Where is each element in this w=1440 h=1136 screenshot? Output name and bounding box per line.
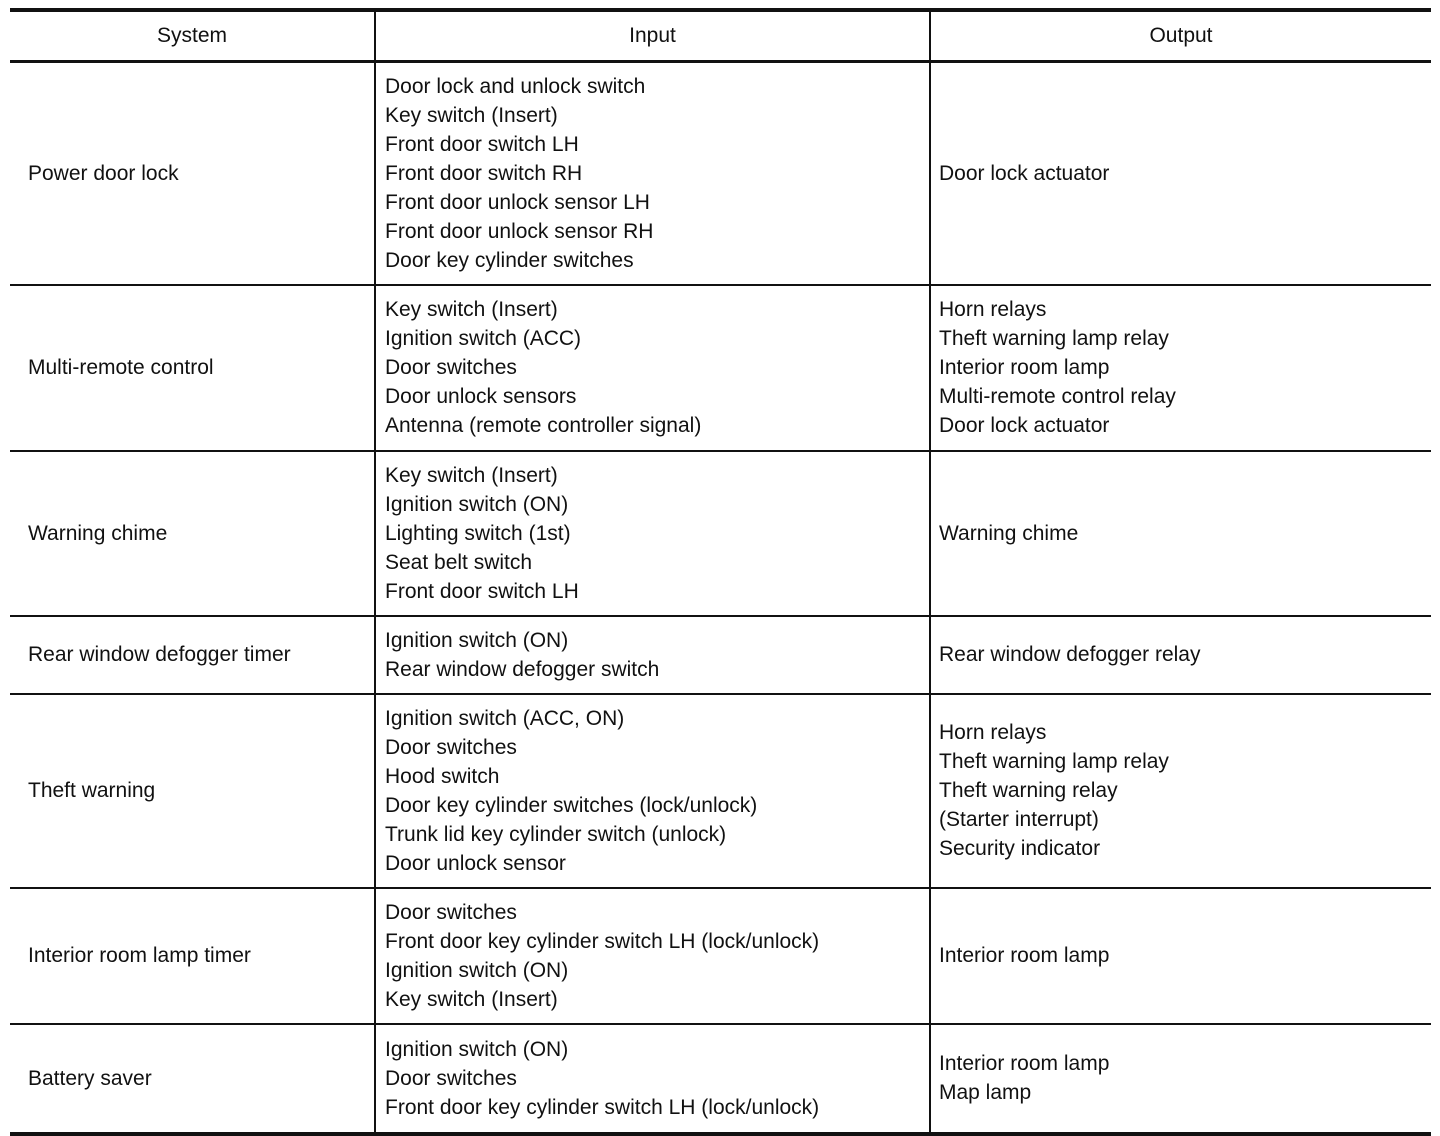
output-item: Theft warning lamp relay — [939, 750, 1169, 773]
input-item: Antenna (remote controller signal) — [385, 414, 702, 437]
header-row — [10, 10, 1431, 61]
input-item: Ignition switch (ACC, ON) — [385, 706, 625, 730]
output-item: Horn relays — [939, 721, 1047, 744]
header-system: System — [10, 10, 375, 61]
output-item: Interior room lamp — [939, 944, 1110, 967]
input-item: Trunk lid key cylinder switch (unlock) — [385, 822, 727, 846]
input-item: Door unlock sensors — [385, 385, 577, 408]
input-item: Key switch (Insert) — [385, 103, 558, 127]
input-item: Door switches — [385, 900, 517, 924]
input-item: Door switches — [385, 1066, 517, 1090]
input-item: Ignition switch (ON) — [385, 628, 569, 652]
input-item: Front door switch LH — [385, 579, 579, 603]
input-item: Door switches — [385, 356, 517, 379]
output-item: Map lamp — [939, 1081, 1032, 1104]
output-item: Multi-remote control relay — [939, 385, 1176, 408]
header-input: Input — [375, 10, 930, 61]
input-item: Front door switch RH — [385, 161, 583, 185]
output-cell — [930, 888, 1431, 1024]
output-item: Door lock actuator — [939, 414, 1110, 437]
input-item: Front door key cylinder switch LH (lock/unlock) — [385, 929, 820, 953]
input-item: Key switch (Insert) — [385, 987, 558, 1011]
input-item: Door switches — [385, 735, 517, 759]
output-item: Horn relays — [939, 298, 1047, 321]
input-item: Front door unlock sensor LH — [385, 190, 650, 214]
input-item: Key switch (Insert) — [385, 298, 558, 321]
table-row — [10, 1024, 1431, 1134]
output-cell — [930, 616, 1431, 694]
input-item: Front door unlock sensor RH — [385, 219, 654, 243]
table-header — [10, 10, 1431, 61]
system-cell: Theft warning — [10, 694, 375, 888]
output-item: Door lock actuator — [939, 161, 1110, 185]
table-row — [10, 888, 1431, 1024]
input-item: Ignition switch (ACC) — [385, 327, 582, 350]
input-cell — [375, 694, 930, 888]
output-cell — [930, 1024, 1431, 1134]
input-cell — [375, 451, 930, 616]
input-item: Front door switch LH — [385, 132, 579, 156]
output-item: Security indicator — [939, 837, 1101, 860]
output-item: Warning chime — [939, 521, 1079, 545]
system-cell: Rear window defogger timer — [10, 616, 375, 694]
table-row — [10, 285, 1431, 451]
system-cell: Interior room lamp timer — [10, 888, 375, 1024]
input-cell — [375, 616, 930, 694]
input-item: Hood switch — [385, 764, 500, 788]
output-cell — [930, 61, 1431, 285]
output-item: Rear window defogger relay — [939, 643, 1201, 666]
output-cell — [930, 694, 1431, 888]
output-item: Theft warning lamp relay — [939, 327, 1169, 350]
input-cell — [375, 61, 930, 285]
input-item: Door key cylinder switches (lock/unlock) — [385, 793, 758, 817]
input-cell — [375, 1024, 930, 1134]
output-item: Interior room lamp — [939, 356, 1110, 379]
input-item: Rear window defogger switch — [385, 657, 660, 681]
output-cell — [930, 451, 1431, 616]
output-item: Interior room lamp — [939, 1052, 1110, 1075]
system-cell: Warning chime — [10, 451, 375, 616]
input-cell — [375, 285, 930, 451]
system-cell: Multi-remote control — [10, 285, 375, 451]
system-io-table — [10, 8, 1431, 1136]
table-body — [10, 61, 1431, 1134]
input-item: Seat belt switch — [385, 550, 533, 574]
system-cell: Power door lock — [10, 61, 375, 285]
input-item: Ignition switch (ON) — [385, 1037, 569, 1061]
input-item: Ignition switch (ON) — [385, 958, 569, 982]
input-item: Ignition switch (ON) — [385, 492, 569, 516]
table-row — [10, 451, 1431, 616]
input-item: Door lock and unlock switch — [385, 74, 646, 98]
input-item: Door key cylinder switches — [385, 248, 634, 272]
output-item: Theft warning relay — [939, 779, 1118, 802]
output-item: (Starter interrupt) — [939, 808, 1099, 831]
input-item: Key switch (Insert) — [385, 463, 558, 487]
table-row — [10, 616, 1431, 694]
input-cell — [375, 888, 930, 1024]
system-cell: Battery saver — [10, 1024, 375, 1134]
input-item: Door unlock sensor — [385, 851, 566, 875]
input-item: Lighting switch (1st) — [385, 521, 571, 545]
header-output: Output — [930, 10, 1431, 61]
table-row — [10, 61, 1431, 285]
input-item: Front door key cylinder switch LH (lock/unlock) — [385, 1095, 820, 1119]
output-cell — [930, 285, 1431, 451]
table-row — [10, 694, 1431, 888]
